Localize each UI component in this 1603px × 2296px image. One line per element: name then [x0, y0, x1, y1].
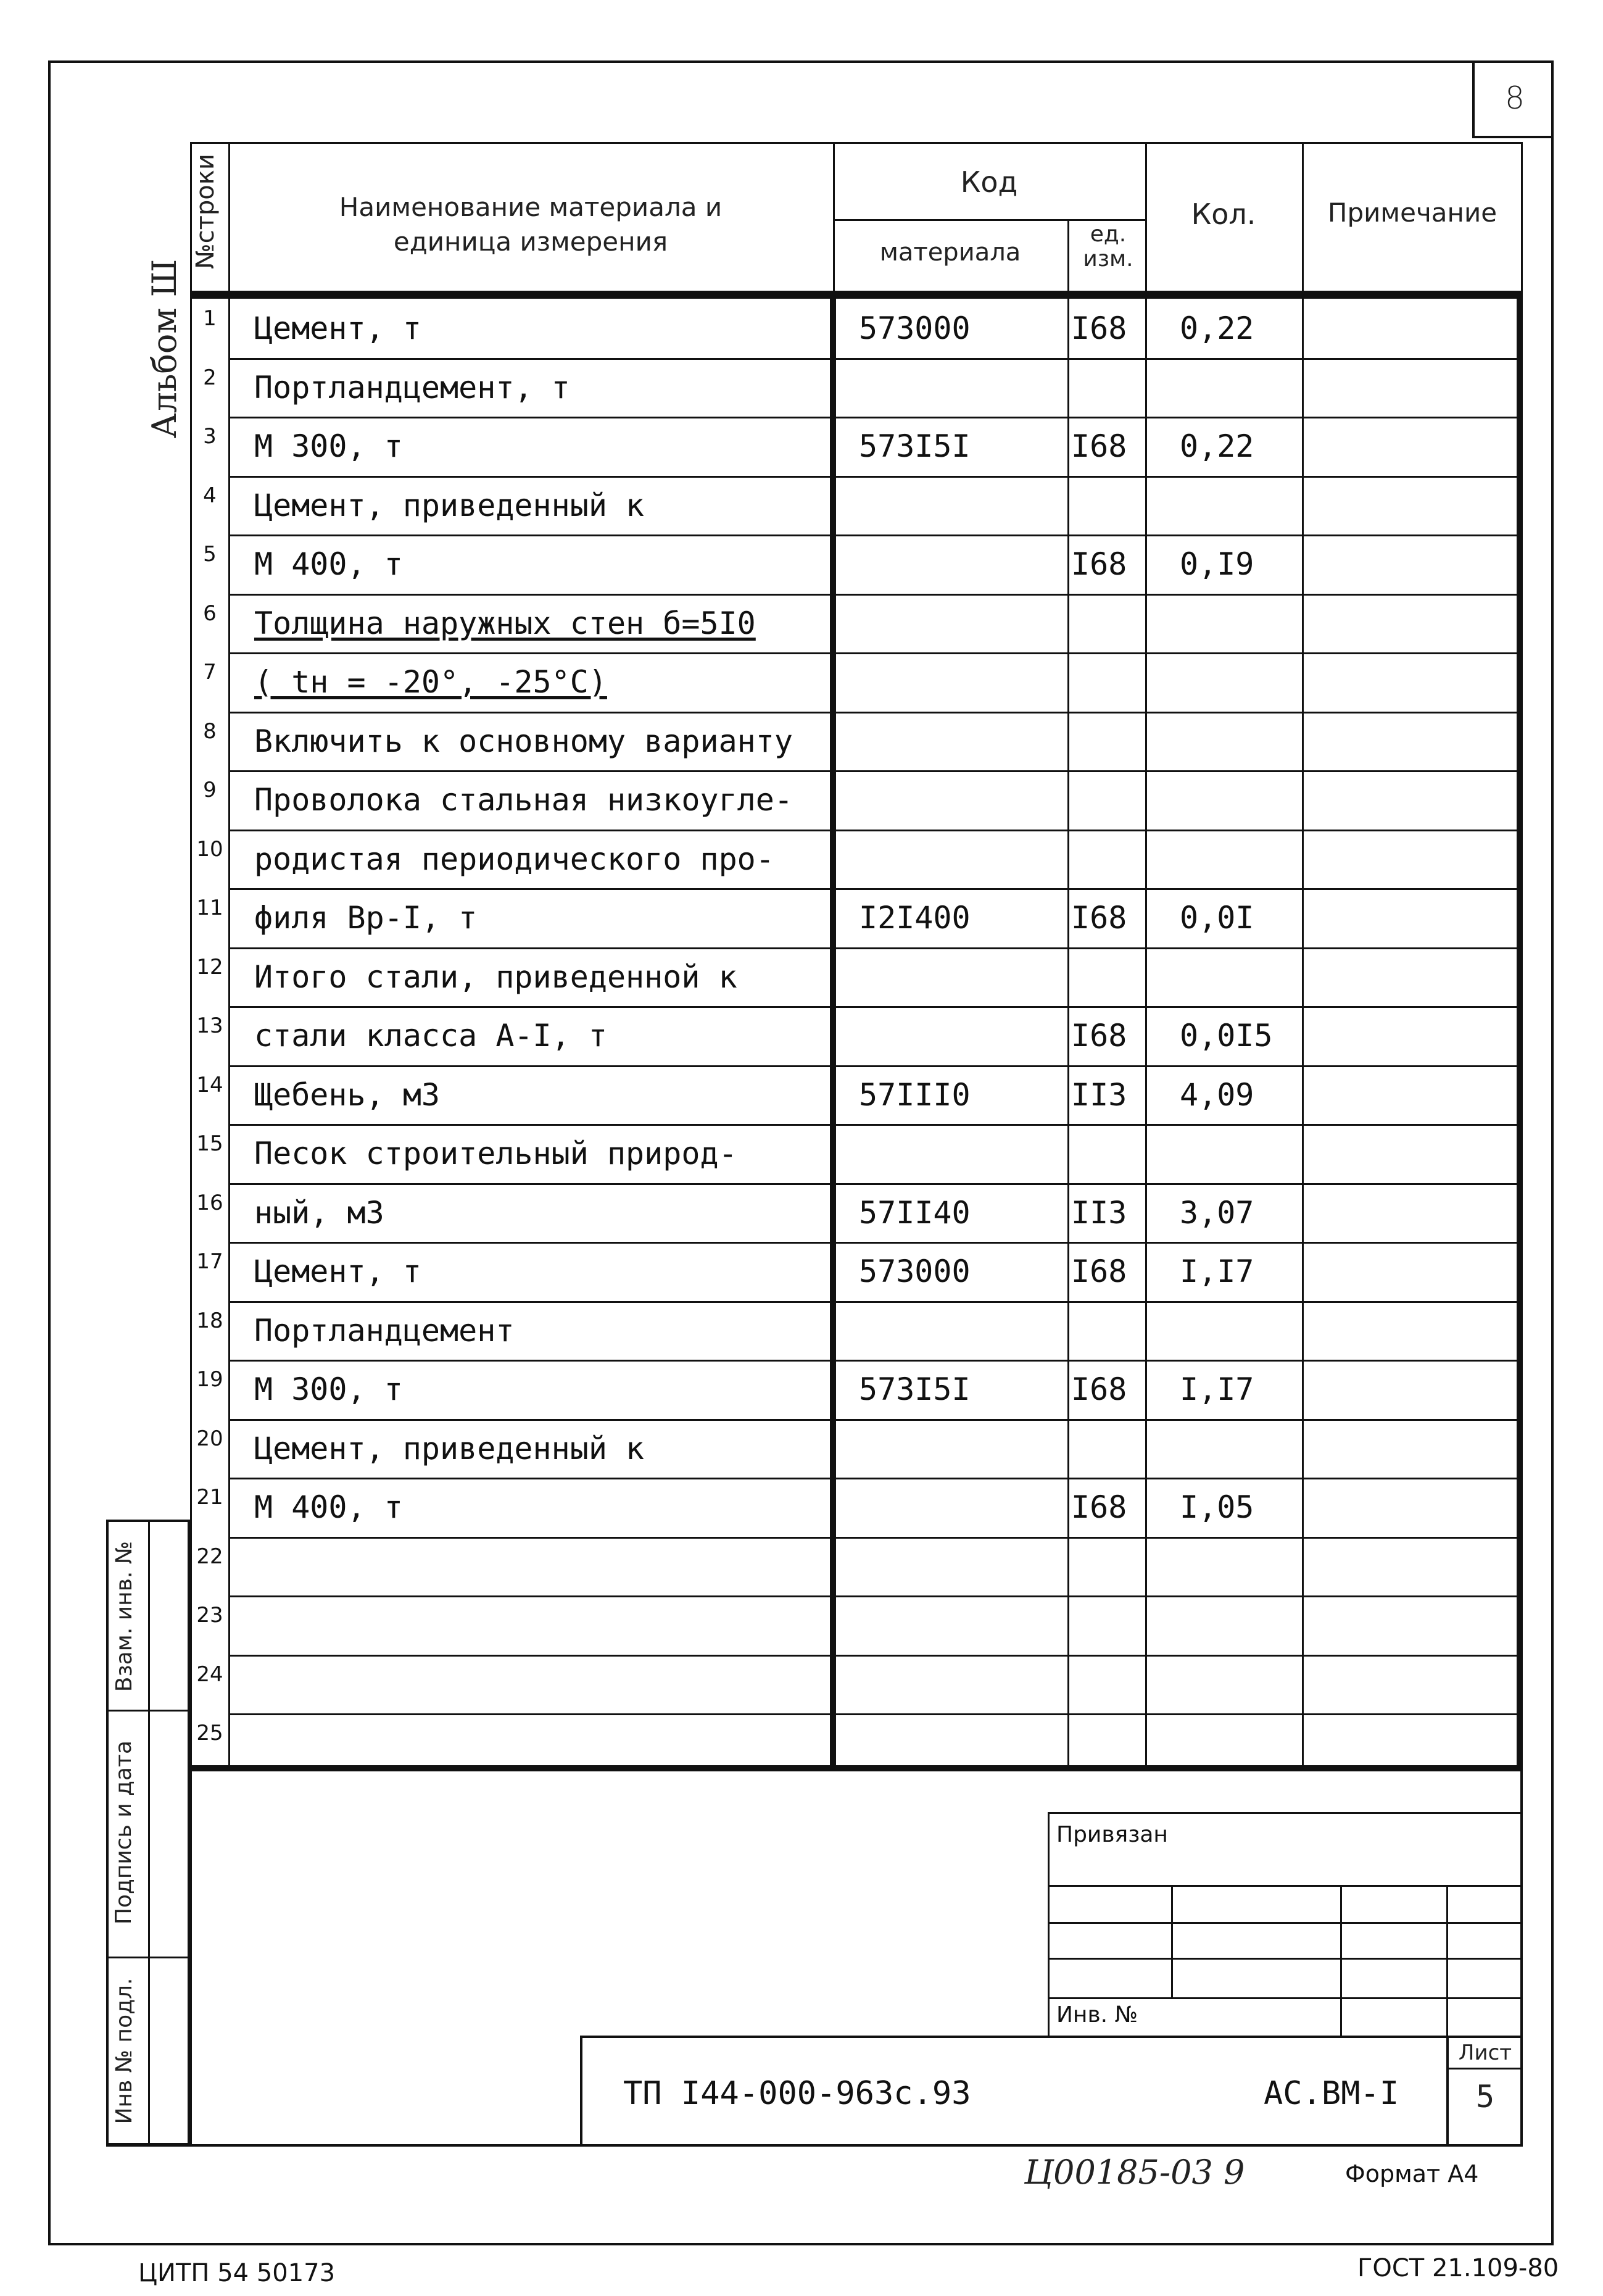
material-name: М 300, т: [254, 1371, 403, 1407]
quantity: 0,0I: [1180, 900, 1254, 936]
quantity: I,05: [1180, 1489, 1254, 1525]
row-number: 10: [196, 836, 223, 862]
top-sheet-number: 8: [1505, 80, 1525, 116]
header-note: Примечание: [1327, 198, 1497, 228]
doc-code: ТП I44-000-963с.93: [623, 2075, 971, 2112]
footer-left: ЦИТП 54 50173: [138, 2259, 336, 2287]
row-separator: [228, 476, 1518, 478]
stamp-vzam-label: Взам. инв. №: [112, 1541, 137, 1692]
row-number: 25: [196, 1721, 223, 1745]
row-number: 14: [196, 1072, 223, 1097]
row-separator: [228, 1183, 1518, 1185]
row-separator: [228, 1419, 1518, 1421]
row-number: 12: [196, 954, 223, 980]
row-number: 11: [196, 896, 223, 920]
quantity: 0,0I5: [1180, 1018, 1273, 1054]
row-separator: [228, 417, 1518, 418]
unit-code: I68: [1071, 900, 1127, 936]
material-name: Цемент, т: [254, 1254, 421, 1289]
header-code-unit: ед. изм.: [1083, 222, 1133, 272]
material-name: Включить к основному варианту: [254, 723, 793, 759]
material-name: родистая периодического про-: [254, 841, 774, 877]
privyazan-label: Привязан: [1056, 1822, 1168, 1847]
quantity: 3,07: [1180, 1194, 1254, 1231]
material-code: 57III0: [859, 1076, 971, 1113]
material-name: Щебень, м3: [254, 1076, 441, 1113]
material-name: Цемент, приведенный к: [254, 1430, 645, 1466]
material-name: ( tн = -20°, -25°С): [254, 664, 607, 700]
row-number: 8: [203, 718, 217, 744]
material-code: 573000: [859, 310, 971, 346]
unit-code: I68: [1071, 546, 1127, 582]
row-separator: [228, 1713, 1518, 1715]
material-name: Толщина наружных стен б=5I0: [254, 605, 756, 641]
row-number: 1: [203, 306, 217, 331]
unit-code: I68: [1071, 1018, 1127, 1054]
row-number: 23: [196, 1603, 223, 1628]
row-separator: [228, 1301, 1518, 1303]
row-number: 16: [196, 1190, 223, 1215]
material-name: Песок строительный природ-: [254, 1136, 737, 1171]
row-separator: [228, 947, 1518, 949]
unit-code: I68: [1071, 310, 1127, 346]
material-code: 573I5I: [859, 1371, 971, 1407]
row-separator: [228, 1360, 1518, 1362]
row-number: 7: [203, 660, 217, 684]
handwritten-code: Ц00185-03 9: [1024, 2153, 1245, 2192]
quantity: 0,22: [1180, 310, 1254, 346]
row-separator: [228, 358, 1518, 360]
row-separator: [228, 1065, 1518, 1067]
row-number: 9: [203, 778, 217, 802]
material-name: М 300, т: [254, 428, 403, 464]
row-separator: [228, 652, 1518, 654]
stamp-inv-podl-label: Инв № подл.: [112, 1978, 137, 2124]
material-name: Проволока стальная низкоугле-: [254, 782, 793, 818]
sheet-value: 5: [1475, 2079, 1495, 2115]
row-number: 22: [196, 1544, 223, 1569]
row-number: 24: [196, 1662, 223, 1687]
row-number: 5: [203, 542, 217, 567]
material-name: Портландцемент: [254, 1312, 515, 1349]
material-name: Цемент, т: [254, 310, 421, 346]
unit-code: I68: [1071, 1254, 1127, 1289]
row-separator: [228, 1006, 1518, 1008]
quantity: 4,09: [1180, 1076, 1254, 1113]
row-number: 6: [203, 601, 217, 626]
row-separator: [228, 888, 1518, 890]
row-separator: [228, 1478, 1518, 1479]
row-number: 4: [203, 483, 217, 508]
row-separator: [228, 830, 1518, 831]
row-separator: [228, 1537, 1518, 1539]
material-name: Портландцемент, т: [254, 369, 570, 406]
row-number: 21: [196, 1485, 223, 1510]
row-number: 13: [196, 1013, 223, 1038]
material-name: стали класса А-I, т: [254, 1018, 607, 1054]
header-code-material: материала: [879, 238, 1021, 267]
row-number: 3: [203, 424, 217, 449]
quantity: 0,22: [1180, 428, 1254, 464]
format-label: Формат А4: [1345, 2160, 1479, 2187]
quantity: 0,I9: [1180, 546, 1254, 582]
row-number: 15: [196, 1131, 223, 1156]
material-name: филя Вр-I, т: [254, 900, 478, 936]
material-code: I2I400: [859, 900, 971, 936]
footer-right: ГОСТ 21.109-80: [1357, 2254, 1559, 2282]
unit-code: I68: [1071, 1371, 1127, 1407]
material-name: М 400, т: [254, 1489, 403, 1525]
row-number: 20: [196, 1426, 223, 1451]
material-name: ный, м3: [254, 1194, 384, 1231]
row-separator: [228, 594, 1518, 596]
material-name: Итого стали, приведенной к: [254, 959, 737, 995]
row-separator: [228, 770, 1518, 772]
unit-code: I68: [1071, 428, 1127, 464]
quantity: I,I7: [1180, 1254, 1254, 1289]
row-number: 2: [203, 365, 217, 390]
material-code: 573I5I: [859, 428, 971, 464]
row-separator: [228, 534, 1518, 536]
row-number: 17: [196, 1249, 223, 1274]
header-row-number: №строки: [191, 154, 220, 269]
stamp-podpis-label: Подпись и дата: [111, 1740, 136, 1925]
material-name: М 400, т: [254, 546, 403, 582]
unit-code: I68: [1071, 1489, 1127, 1525]
header-name: Наименование материала и единица измерения: [339, 192, 723, 257]
row-separator: [228, 1655, 1518, 1657]
row-separator: [228, 1242, 1518, 1244]
inv-no-label: Инв. №: [1056, 2002, 1138, 2028]
unit-code: II3: [1071, 1076, 1127, 1113]
sheet-label: Лист: [1458, 2040, 1512, 2065]
row-number: 19: [196, 1367, 223, 1392]
quantity: I,I7: [1180, 1371, 1254, 1407]
material-code: 57II40: [859, 1194, 971, 1231]
unit-code: II3: [1071, 1194, 1127, 1231]
doc-mark: АС.ВМ-I: [1264, 2075, 1399, 2112]
material-name: Цемент, приведенный к: [254, 487, 645, 523]
row-separator: [228, 1595, 1518, 1597]
album-label: Альбом Ш: [145, 259, 184, 439]
header-qty: Кол.: [1191, 198, 1256, 231]
row-number: 18: [196, 1308, 223, 1333]
row-separator: [228, 1124, 1518, 1126]
row-separator: [228, 712, 1518, 713]
header-code: Код: [960, 165, 1018, 199]
material-code: 573000: [859, 1254, 971, 1289]
